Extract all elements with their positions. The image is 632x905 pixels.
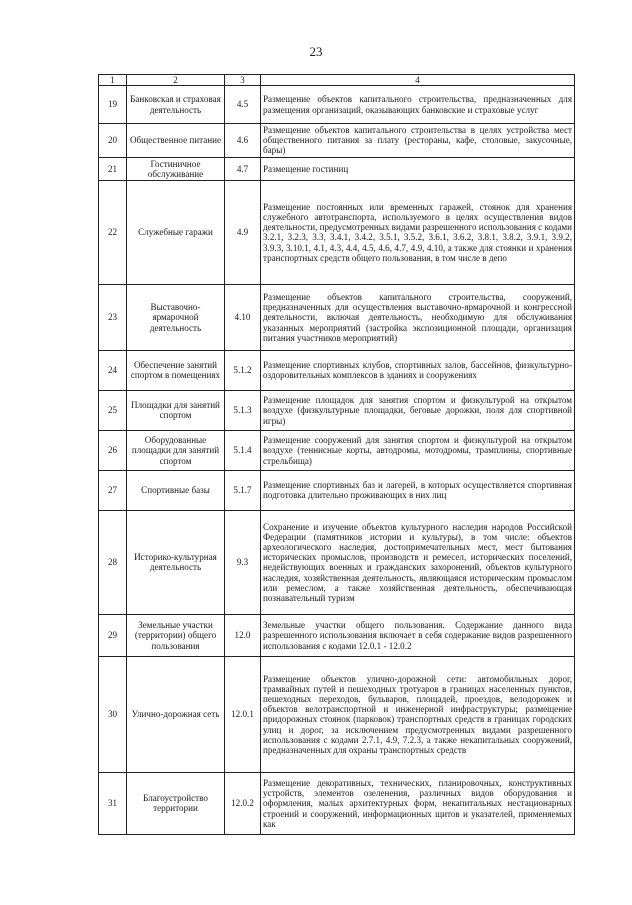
land-use-name: Общественное питание <box>127 124 225 158</box>
land-use-code: 4.10 <box>225 284 261 350</box>
page-number: 23 <box>309 44 323 59</box>
row-number: 21 <box>99 157 127 180</box>
header-cell: 2 <box>127 75 225 86</box>
land-use-code: 12.0.2 <box>225 772 261 834</box>
table-row <box>99 390 575 430</box>
header-cell: 3 <box>225 75 261 86</box>
row-number: 19 <box>99 86 127 124</box>
land-use-description: Сохранение и изучение объектов культурного наследия народов Российской Федерации (памятников истории и культуры), в том числе: объектов археологического наследия, достопримечательных мест, мест бытования исторических промыслов, производств и ремесел, исторических поселений, недействующих военных и гражданских захоронений, объектов культурного наследия, хозяйственная деятельность, являющаяся историческим промыслом или ремеслом, а также хозяйственная деятельность, обеспечивающая познавательный туризм <box>261 510 575 614</box>
land-use-code: 4.6 <box>225 124 261 158</box>
land-use-description: Размещение спортивных клубов, спортивных залов, бассейнов, физкультурно-оздоровительных комплексов в зданиях и сооружениях <box>261 350 575 390</box>
land-use-description: Размещение спортивных баз и лагерей, в которых осуществляется спортивная подготовка длительно проживающих в них лиц <box>261 470 575 510</box>
land-use-name: Земельные участки (территории) общего пользования <box>127 614 225 656</box>
land-use-code: 4.7 <box>225 157 261 180</box>
table-row <box>99 86 575 124</box>
land-use-name: Спортивные базы <box>127 470 225 510</box>
land-use-description: Размещение гостиниц <box>261 157 575 180</box>
row-number: 27 <box>99 470 127 510</box>
land-use-code: 5.1.2 <box>225 350 261 390</box>
land-use-name: Банковская и страховая деятельность <box>127 86 225 124</box>
land-use-description: Размещение объектов капитального строительства, предназначенных для размещения организаций, оказывающих банковские и страховые услуг <box>261 86 575 124</box>
land-use-description: Размещение площадок для занятия спортом и физкультурой на открытом воздухе (физкультурные площадки, беговые дорожки, поля для спортивной игры) <box>261 390 575 430</box>
land-use-description: Размещение объектов капитального строительства в целях устройства мест общественного питания за плату (рестораны, кафе, столовые, закусочные, бары) <box>261 124 575 158</box>
row-number: 31 <box>99 772 127 834</box>
table-row <box>99 284 575 350</box>
header-cell: 1 <box>99 75 127 86</box>
row-number: 24 <box>99 350 127 390</box>
table-row <box>99 510 575 614</box>
land-use-code: 5.1.4 <box>225 430 261 470</box>
table-row <box>99 430 575 470</box>
land-use-description: Размещение объектов капитального строительства, сооружений, предназначенных для осуществления выставочно-ярмарочной и конгрессной деятельности, включая деятельность, необходимую для обслуживания указанных мероприятий (застройка экспозиционной площади, организация питания участников мероприятий) <box>261 284 575 350</box>
table-row <box>99 470 575 510</box>
land-use-description: Размещение декоративных, технических, планировочных, конструктивных устройств, элементов озеленения, различных видов оборудования и оформления, малых архитектурных форм, некапитальных нестационарных строений и сооружений, информационных щитов и указателей, применяемых как <box>261 772 575 834</box>
table-row <box>99 350 575 390</box>
land-use-name: Историко-культурная деятельность <box>127 510 225 614</box>
land-use-code: 12.0.1 <box>225 656 261 772</box>
table-header-row <box>99 75 575 86</box>
table-row <box>99 157 575 180</box>
land-use-name: Обеспечение занятий спортом в помещениях <box>127 350 225 390</box>
table-row <box>99 180 575 284</box>
table-row <box>99 124 575 158</box>
table-row <box>99 772 575 834</box>
header-cell: 4 <box>261 75 575 86</box>
land-use-name: Служебные гаражи <box>127 180 225 284</box>
land-use-name: Площадки для занятий спортом <box>127 390 225 430</box>
row-number: 26 <box>99 430 127 470</box>
land-use-name: Выставочно-ярмарочной деятельность <box>127 284 225 350</box>
land-use-code: 5.1.7 <box>225 470 261 510</box>
land-use-code: 12.0 <box>225 614 261 656</box>
row-number: 25 <box>99 390 127 430</box>
land-use-name: Улично-дорожная сеть <box>127 656 225 772</box>
land-use-table <box>98 74 575 835</box>
land-use-description: Размещение сооружений для занятия спортом и физкультурой на открытом воздухе (теннисные корты, автодромы, мотодромы, трамплины, спортивные стрельбища) <box>261 430 575 470</box>
land-use-code: 5.1.3 <box>225 390 261 430</box>
row-number: 20 <box>99 124 127 158</box>
land-use-code: 9.3 <box>225 510 261 614</box>
land-use-code: 4.5 <box>225 86 261 124</box>
land-use-name: Гостиничное обслуживание <box>127 157 225 180</box>
table-row <box>99 656 575 772</box>
row-number: 22 <box>99 180 127 284</box>
row-number: 28 <box>99 510 127 614</box>
land-use-name: Оборудованные площадки для занятий спортом <box>127 430 225 470</box>
row-number: 30 <box>99 656 127 772</box>
land-use-description: Размещение постоянных или временных гаражей, стоянок для хранения служебного автотранспорта, используемого в целях осуществления видов деятельности, предусмотренных видами разрешенного использования с кодами 3.2.1, 3.2.3, 3.3, 3.4.1, 3.4.2, 3.5.1, 3.5.2, 3.6.1, 3.6.2, 3.8.1, 3.8.2, 3.9.1, 3.9.2, 3.9.3, 3.10.1, 4.1, 4.3, 4.4, 4.5, 4.6, 4.7, 4.9, 4.10, а также для стоянки и хранения транспортных средств общего пользования, в том числе в депо <box>261 180 575 284</box>
land-use-name: Благоустройство территории <box>127 772 225 834</box>
row-number: 23 <box>99 284 127 350</box>
row-number: 29 <box>99 614 127 656</box>
land-use-code: 4.9 <box>225 180 261 284</box>
land-use-description: Земельные участки общего пользования. Содержание данного вида разрешенного использования включает в себя содержание видов разрешенного использования с кодами 12.0.1 - 12.0.2 <box>261 614 575 656</box>
table-row <box>99 614 575 656</box>
land-use-description: Размещение объектов улично-дорожной сети: автомобильных дорог, трамвайных путей и пешеходных тротуаров в границах населенных пунктов, пешеходных переходов, бульваров, площадей, проездов, велодорожек и объектов велотранспортной и инженерной инфраструктуры; размещение придорожных стоянок (парковок) транспортных средств в границах городских улиц и дорог, за исключением предусмотренных видами разрешенного использования с кодами 2.7.1, 4.9, 7.2.3, а также некапитальных сооружений, предназначенных для охраны транспортных средств <box>261 656 575 772</box>
